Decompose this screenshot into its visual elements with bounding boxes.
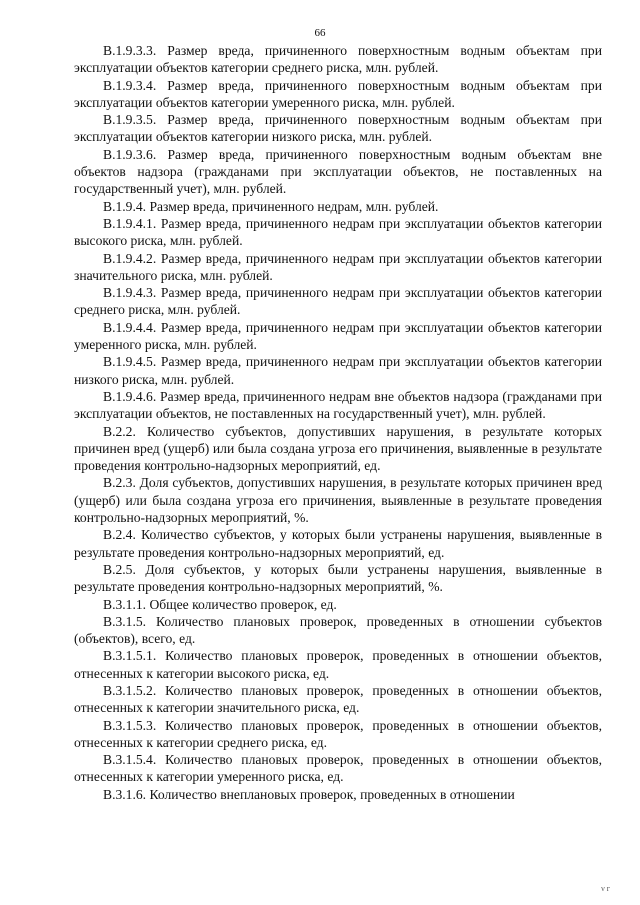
paragraph: В.3.1.6. Количество внеплановых проверок, проведенных в отношении [103, 786, 515, 802]
paragraph: В.2.4. Количество субъектов, у которых были устранены нарушения, выявленные в результате проведения контрольно-надзорных мероприятий, ед. [74, 527, 602, 560]
paragraph: В.3.1.5.1. Количество плановых проверок, проведенных в отношении объектов, отнесенных к категории высокого риска, ед. [74, 648, 602, 681]
document-body [74, 42, 602, 803]
paragraph: В.1.9.3.5. Размер вреда, причиненного поверхностным водным объектам при эксплуатации объектов категории низкого риска, млн. рублей. [74, 112, 602, 145]
paragraph: В.2.3. Доля субъектов, допустивших нарушения, в результате которых причинен вред (ущерб) или была создана угроза его причинения, выявленные в результате проведения контрольно-надзорных мероприятий, %. [74, 475, 602, 526]
paragraph: В.2.2. Количество субъектов, допустивших нарушения, в результате которых причинен вред (ущерб) или была создана угроза его причинения, выявленные в результате проведения контрольно-надзорных мероприятий, ед. [74, 423, 602, 474]
paragraph: В.1.9.4.6. Размер вреда, причиненного недрам вне объектов надзора (гражданами при эксплуатации объектов, не поставленных на государственный учет), млн. рублей. [74, 388, 602, 422]
page-number: 66 [314, 27, 326, 39]
corner-mark: ν г [601, 883, 610, 893]
paragraph: В.1.9.3.3. Размер вреда, причиненного поверхностным водным объектам при эксплуатации объектов категории среднего риска, млн. рублей. [74, 43, 602, 76]
paragraph: В.1.9.4.3. Размер вреда, причиненного недрам при эксплуатации объектов категории среднего риска, млн. рублей. [74, 285, 602, 318]
paragraph: В.1.9.4. Размер вреда, причиненного недрам, млн. рублей. [103, 198, 439, 214]
paragraph: В.3.1.5.3. Количество плановых проверок, проведенных в отношении объектов, отнесенных к категории среднего риска, ед. [74, 717, 602, 750]
paragraph: В.3.1.5. Количество плановых проверок, проведенных в отношении субъектов (объектов), всего, ед. [74, 613, 602, 647]
paragraph: В.3.1.5.2. Количество плановых проверок, проведенных в отношении объектов, отнесенных к категории значительного риска, ед. [74, 682, 602, 716]
paragraph: В.2.5. Доля субъектов, у которых были устранены нарушения, выявленные в результате проведения контрольно-надзорных мероприятий, %. [74, 561, 602, 595]
paragraph: В.1.9.4.2. Размер вреда, причиненного недрам при эксплуатации объектов категории значительного риска, млн. рублей. [74, 250, 602, 283]
paragraph: В.1.9.4.5. Размер вреда, причиненного недрам при эксплуатации объектов категории низкого риска, млн. рублей. [74, 354, 602, 387]
paragraph: В.3.1.1. Общее количество проверок, ед. [103, 596, 337, 612]
paragraph: В.1.9.3.6. Размер вреда, причиненного поверхностным водным объектам вне объектов надзора (гражданами при эксплуатации объектов, не поставленных на государственный учет), млн. рублей. [74, 146, 602, 197]
paragraph: В.1.9.3.4. Размер вреда, причиненного поверхностным водным объектам при эксплуатации объектов категории умеренного риска, млн. рублей. [74, 77, 602, 110]
paragraph: В.1.9.4.4. Размер вреда, причиненного недрам при эксплуатации объектов категории умеренного риска, млн. рублей. [74, 319, 602, 353]
paragraph: В.1.9.4.1. Размер вреда, причиненного недрам при эксплуатации объектов категории высокого риска, млн. рублей. [74, 215, 602, 249]
paragraph: В.3.1.5.4. Количество плановых проверок, проведенных в отношении объектов, отнесенных к категории умеренного риска, ед. [74, 752, 602, 785]
